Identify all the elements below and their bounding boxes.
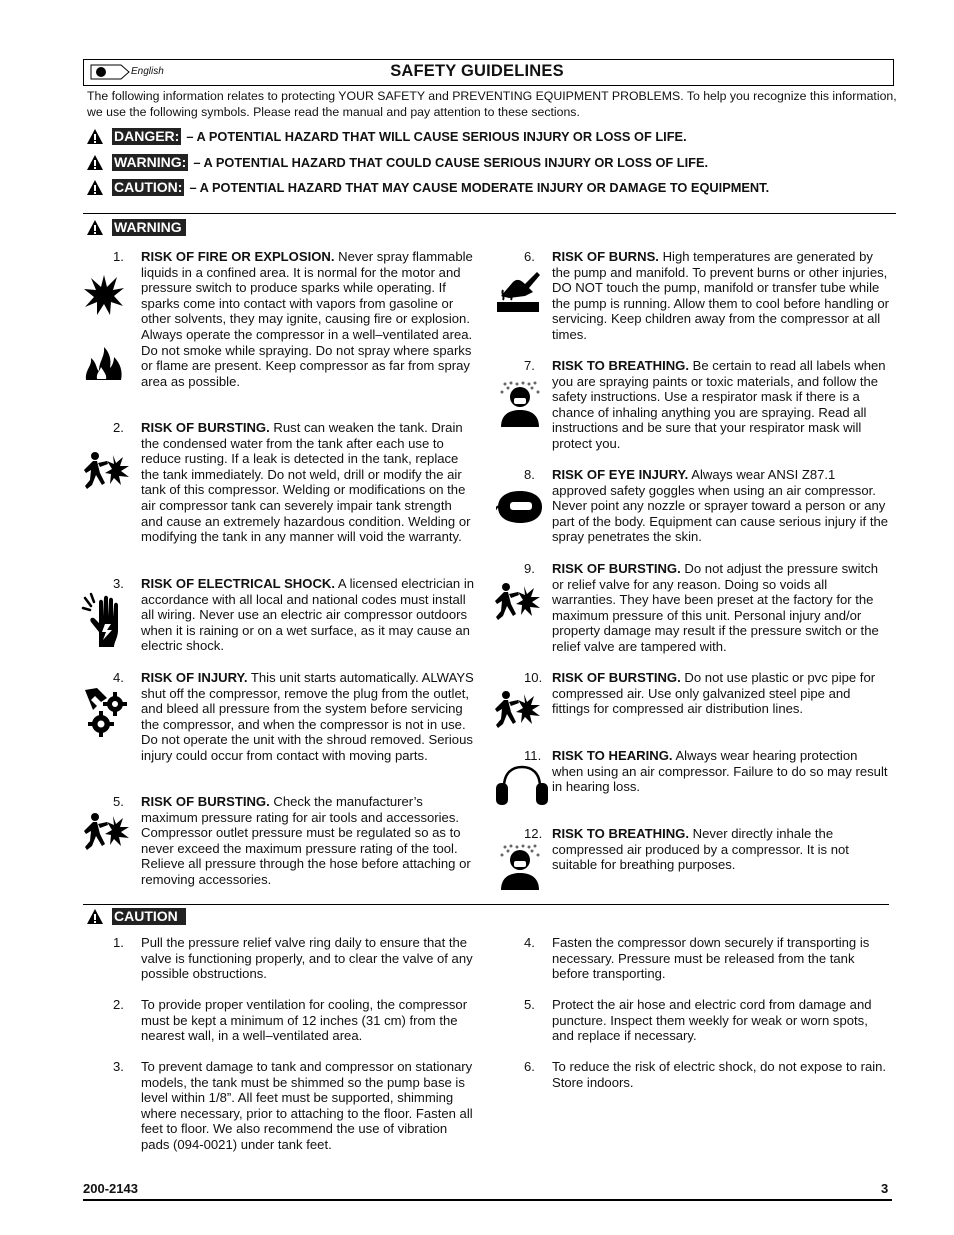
- item-title: RISK TO BREATHING.: [552, 358, 690, 373]
- goggles-icon: [496, 490, 546, 524]
- item-text: To reduce the risk of electric shock, do not expose to rain. Store indoors.: [552, 1059, 887, 1090]
- caution-item-2: [113, 997, 475, 1047]
- warning-item-6: [524, 249, 890, 349]
- item-title: RISK OF ELECTRICAL SHOCK.: [141, 576, 335, 591]
- warning-text: – A POTENTIAL HAZARD THAT COULD CAUSE SERIOUS INJURY OR LOSS OF LIFE.: [193, 155, 709, 170]
- item-number: 3.: [113, 1059, 124, 1074]
- caution-text: – A POTENTIAL HAZARD THAT MAY CAUSE MODERATE INJURY OR DAMAGE TO EQUIPMENT.: [189, 180, 770, 195]
- item-number: 5.: [524, 997, 535, 1012]
- item-number: 4.: [524, 935, 535, 950]
- warning-item-9: [524, 561, 890, 656]
- item-title: RISK OF INJURY.: [141, 670, 248, 685]
- danger-text: – A POTENTIAL HAZARD THAT WILL CAUSE SERIOUS INJURY OR LOSS OF LIFE.: [186, 129, 687, 144]
- item-title: RISK TO HEARING.: [552, 748, 673, 763]
- warning-item-1: [113, 249, 475, 409]
- item-text: Never spray flammable liquids in a confined area. It is normal for the motor and pressure switch to produce sparks while operating. If sparks come into contact with vapors from gasoline or other solvents, they may ignite, causing fire or explosion. Always operate the compressor in a well–ventilated area. Do not smoke while spraying. Do not spray where sparks or flame are present. Keep compressor as far from spray area as possible.: [141, 249, 473, 389]
- warning-item-3: [113, 576, 475, 656]
- warning-triangle-icon: [86, 219, 104, 236]
- item-text: This unit starts automatically. ALWAYS shut off the compressor, remove the plug from the outlet, and bleed all pressure from the system before servicing the compressor, and when the compressor is not in use. Do not operate the unit with the shroud removed. Serious injury could occur from contact with moving parts.: [141, 670, 474, 763]
- warning-item-5: [113, 794, 475, 904]
- item-number: 6.: [524, 1059, 535, 1074]
- item-text: Always wear hearing protection when using an air compressor. Failure to do so may result in hearing loss.: [552, 748, 888, 795]
- danger-badge: DANGER:: [114, 128, 180, 144]
- warning-item-7: [524, 358, 890, 458]
- item-number: 9.: [524, 561, 535, 576]
- respirator-icon: [497, 380, 543, 428]
- item-text: Be certain to read all labels when you are spraying paints or toxic materials, and follow the safety instructions. Use a respirator mask if there is a chance of inhaling anything you are spraying. Read all instructions and be sure that your respirator mask will protect you.: [552, 358, 886, 451]
- item-number: 2.: [113, 420, 124, 435]
- item-number: 11.: [524, 748, 542, 763]
- warning-item-8: [524, 467, 890, 547]
- warning-item-12: [524, 826, 890, 886]
- symbol-warning: [86, 154, 708, 171]
- caution-section-badge: CAUTION: [112, 908, 186, 925]
- explosion-icon: [83, 273, 125, 317]
- item-title: RISK OF BURSTING.: [552, 561, 681, 576]
- page-number: 3: [881, 1181, 889, 1196]
- warning-badge: WARNING:: [114, 154, 187, 170]
- item-text: Fasten the compressor down securely if transporting is necessary. Pressure must be released from the tank before transporting.: [552, 935, 870, 982]
- item-text: Pull the pressure relief valve ring daily to ensure that the valve is functioning properly, and to clear the valve of any possible obstructions.: [141, 935, 473, 982]
- intro-paragraph: The following information relates to protecting YOUR SAFETY and PREVENTING EQUIPMENT PROBLEMS. To help you recognize this information, we use the following symbols. Please read the manual and pay attention to these sections.: [87, 89, 897, 119]
- respirator-icon: [497, 843, 543, 891]
- item-text: A licensed electrician in accordance with all local and national codes must install all wiring. Never use an electric air compressor outdoors when it is raining or on a wet surface, as it may cause an electric shock.: [141, 576, 475, 654]
- warning-triangle-icon: [86, 908, 104, 925]
- item-number: 12.: [524, 826, 543, 841]
- fire-icon: [83, 345, 125, 381]
- item-text: Rust can weaken the tank. Drain the condensed water from the tank after each use to reduce rusting. If a leak is detected in the tank, replace the tank immediately. Do not weld, drill or modify the air tank of this compressor. Welding or modifications on the air compressor tank can severely impair tank strength and cause an extremely hazardous condition. Welding or modifying the tank in any manner will void the warranty.: [141, 420, 471, 545]
- caution-section-heading: [86, 908, 191, 925]
- footer-rule: [83, 1199, 892, 1201]
- item-text: High temperatures are generated by the pump and manifold. To prevent burns or other injuries, DO NOT touch the pump, manifold or transfer tube while the pump is running. Allow them to cool before handling or servicing. Keep children away from the compressor at all times.: [552, 249, 890, 342]
- caution-item-5: [524, 997, 890, 1047]
- warning-triangle-icon: [86, 154, 104, 171]
- bursting-person-icon: [494, 580, 542, 628]
- hot-surface-icon: [495, 268, 541, 314]
- item-number: 3.: [113, 576, 124, 591]
- caution-badge: CAUTION:: [114, 179, 183, 195]
- warning-section-heading: [86, 219, 191, 236]
- item-title: RISK OF BURSTING.: [141, 420, 270, 435]
- item-title: RISK OF FIRE OR EXPLOSION.: [141, 249, 335, 264]
- warning-triangle-icon: [86, 128, 104, 145]
- warning-item-2: [113, 420, 475, 560]
- symbol-caution: [86, 179, 769, 196]
- item-text: Protect the air hose and electric cord from damage and puncture. Inspect them weekly for weak or worn spots, and replace if necessary.: [552, 997, 872, 1044]
- section-divider: [83, 213, 896, 214]
- item-title: RISK OF EYE INJURY.: [552, 467, 689, 482]
- caution-item-1: [113, 935, 475, 985]
- document-number: 200-2143: [83, 1181, 138, 1196]
- page-title: SAFETY GUIDELINES: [390, 62, 564, 80]
- symbol-danger: [86, 128, 687, 145]
- item-title: RISK OF BURNS.: [552, 249, 659, 264]
- item-number: 6.: [524, 249, 535, 264]
- item-number: 7.: [524, 358, 535, 373]
- item-text: Do not adjust the pressure switch or relief valve for any reason. Doing so voids all warranties. They have been preset at the factory for the maximum pressure of this unit. Personal injury and/or property damage may result if the pressure switch or the relief valve are tampered with.: [552, 561, 879, 654]
- bursting-person-icon: [83, 449, 131, 497]
- item-text: Do not use plastic or pvc pipe for compressed air. Use only galvanized steel pipe and fittings for compressed air distribution lines.: [552, 670, 876, 717]
- item-title: RISK TO BREATHING.: [552, 826, 690, 841]
- moving-parts-icon: [83, 686, 129, 738]
- item-number: 5.: [113, 794, 124, 809]
- ear-protection-icon: [494, 765, 550, 809]
- item-title: RISK OF BURSTING.: [141, 794, 270, 809]
- item-number: 1.: [113, 249, 124, 264]
- warning-item-10: [524, 670, 890, 730]
- item-text: Never directly inhale the compressed air produced by a compressor. It is not suitable for breathing purposes.: [552, 826, 849, 873]
- item-title: RISK OF BURSTING.: [552, 670, 681, 685]
- item-number: 1.: [113, 935, 124, 950]
- item-number: 8.: [524, 467, 535, 482]
- item-text: Check the manufacturer’s maximum pressure rating for air tools and accessories. Compressor outlet pressure must be regulated so as to never exceed the maximum pressure rating of the tool. Relieve all pressure through the hose before attaching or removing accessories.: [141, 794, 471, 887]
- item-text: Always wear ANSI Z87.1 approved safety goggles when using an air compressor. Never point any nozzle or sprayer toward a person or any part of the body. Equipment can cause serious injury if the spray penetrates the skin.: [552, 467, 889, 545]
- bursting-person-icon: [83, 810, 131, 858]
- warning-section-badge: WARNING: [112, 219, 186, 236]
- caution-item-3: [113, 1059, 475, 1171]
- electric-shock-icon: [81, 592, 127, 648]
- warning-item-11: [524, 748, 890, 808]
- item-number: 4.: [113, 670, 124, 685]
- warning-item-4: [113, 670, 475, 785]
- section-divider: [83, 904, 889, 905]
- item-number: 2.: [113, 997, 124, 1012]
- bursting-person-icon: [494, 688, 542, 736]
- item-text: To prevent damage to tank and compressor on stationary models, the tank must be shimmed so the pump base is level within 1/8”. All feet must be supported, shimming where necessary, prior to attaching to the floor. Fasten all feet to floor. We also recommend the use of vibration pads (094-0021) under tank feet.: [141, 1059, 473, 1152]
- item-number: 10.: [524, 670, 543, 685]
- caution-item-6: [524, 1059, 890, 1099]
- language-label: English: [131, 66, 164, 77]
- caution-item-4: [524, 935, 890, 985]
- warning-triangle-icon: [86, 179, 104, 196]
- item-text: To provide proper ventilation for cooling, the compressor must be kept a minimum of 12 inches (31 cm) from the nearest wall, in a well–ventilated area.: [141, 997, 468, 1044]
